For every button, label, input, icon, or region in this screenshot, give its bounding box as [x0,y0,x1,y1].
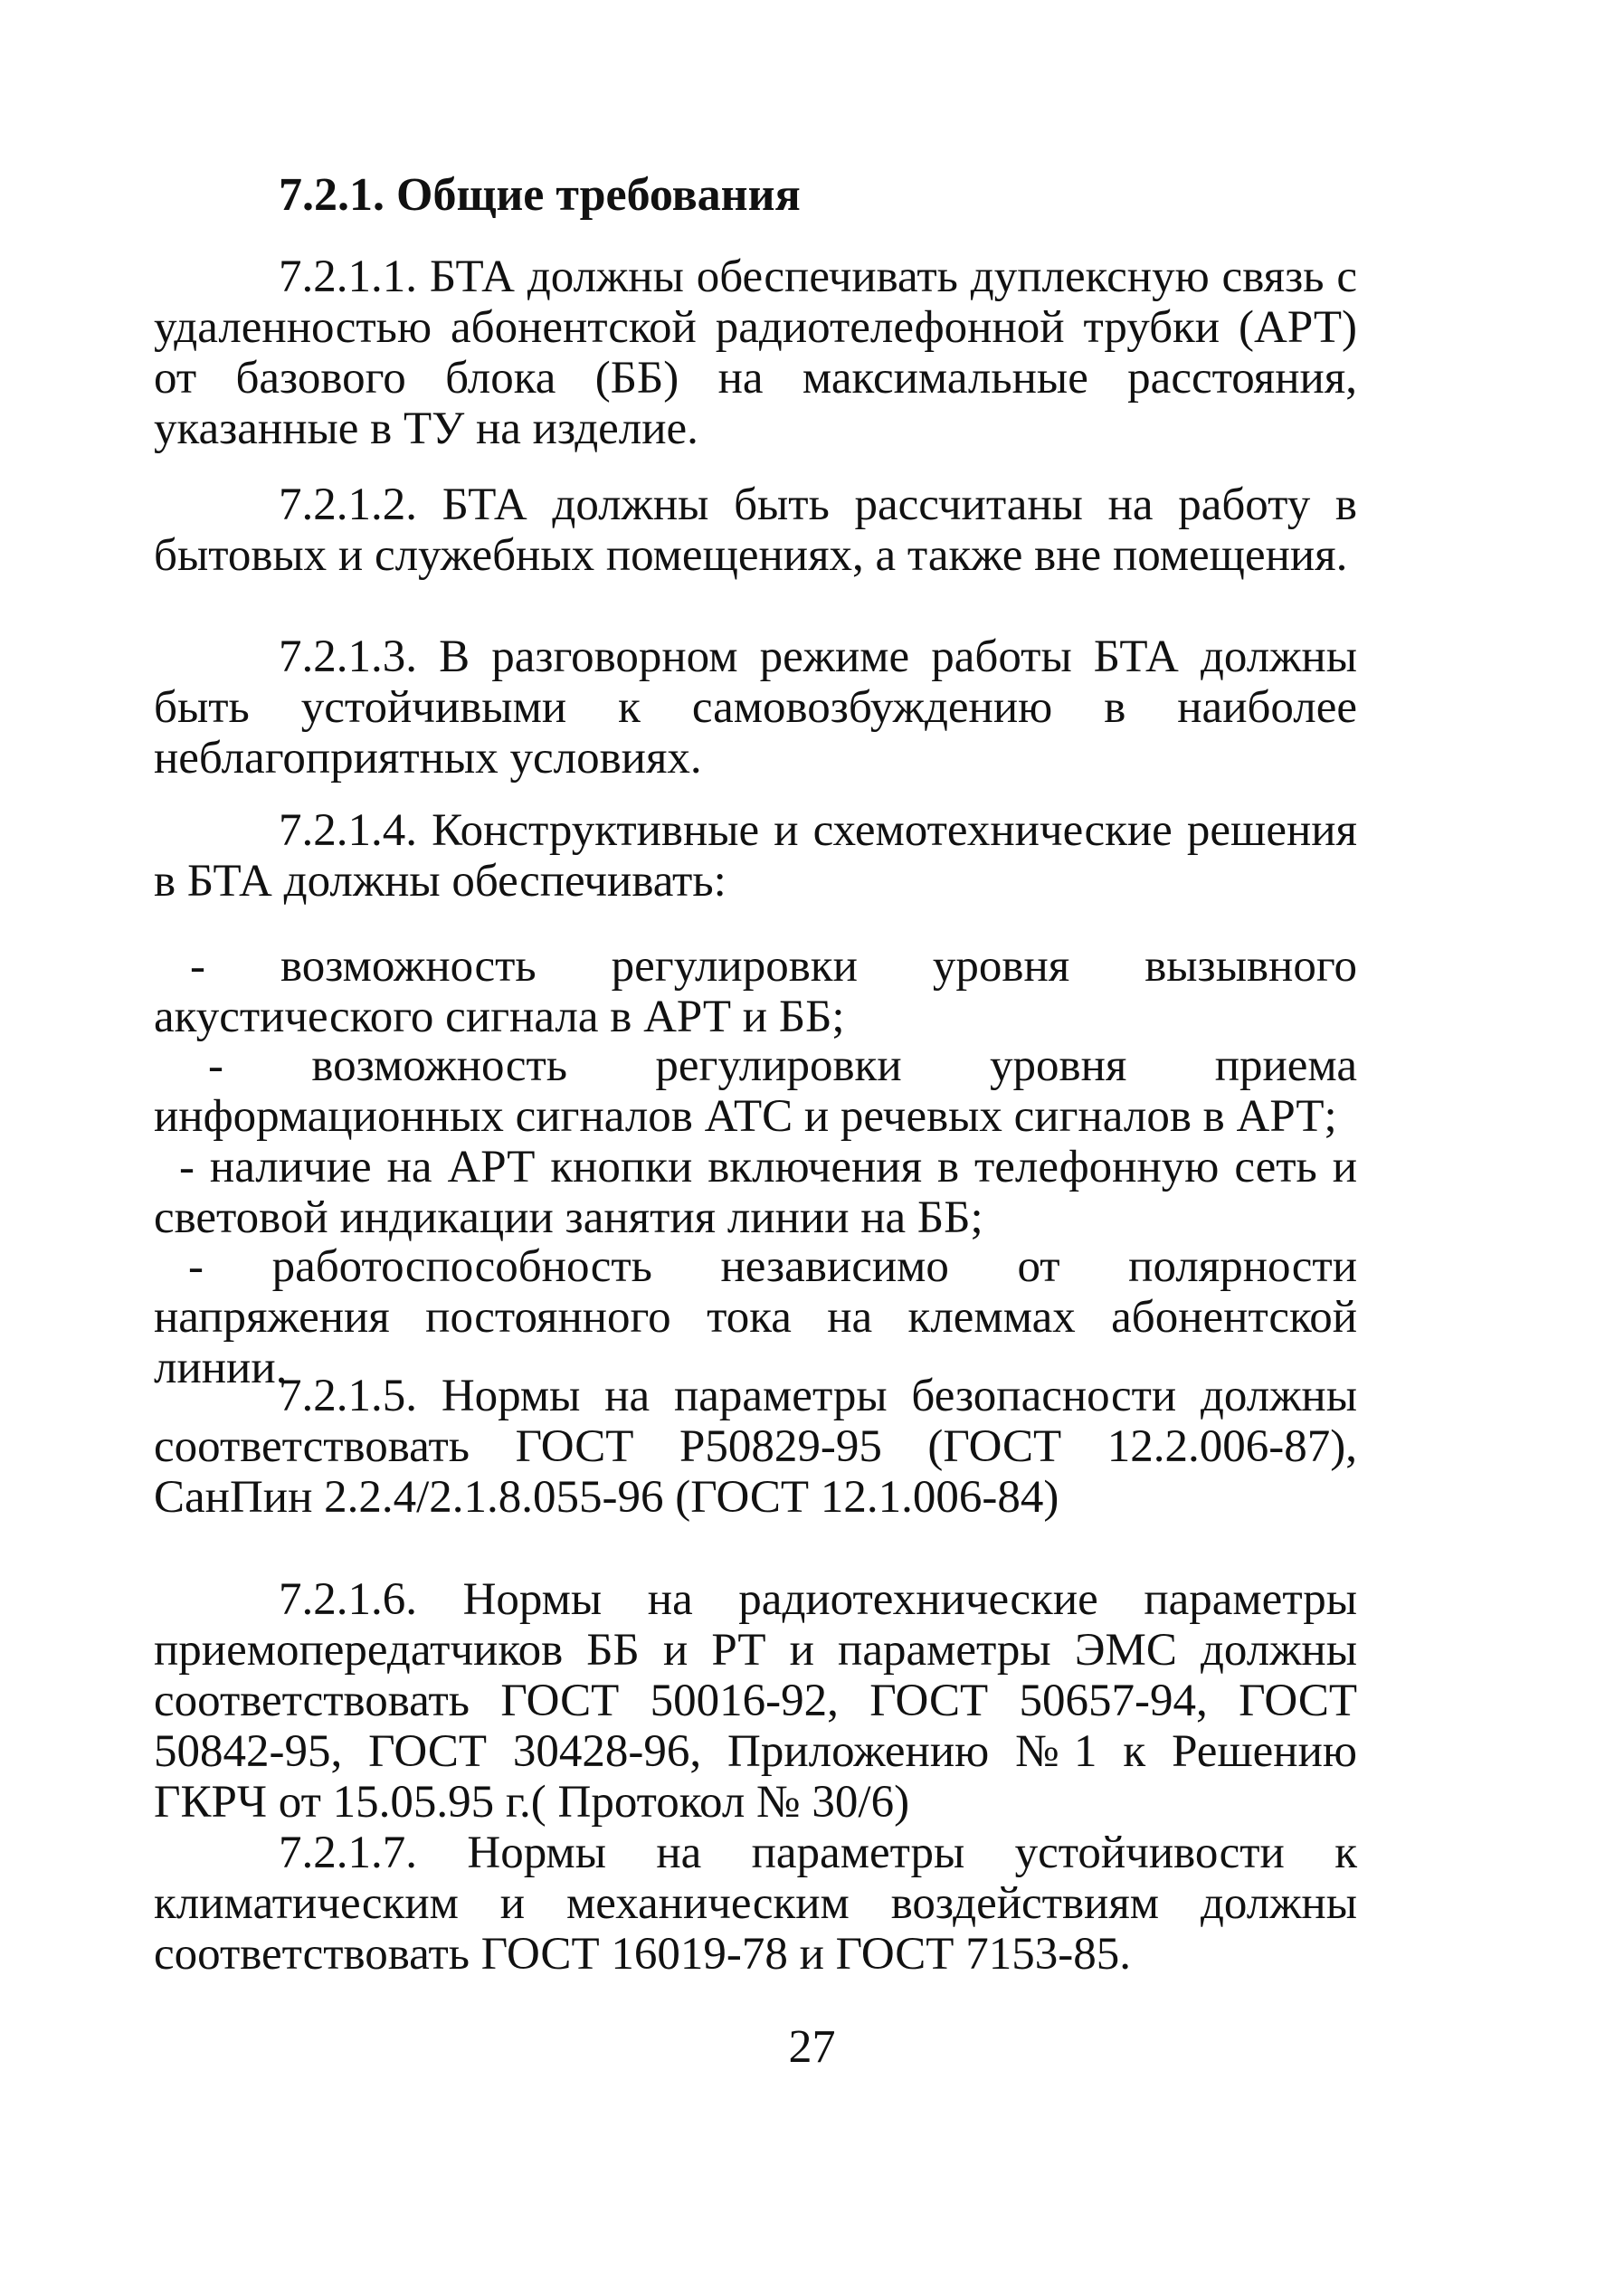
paragraph-7-2-1-3: 7.2.1.3. В разговорном режиме работы БТА должны быть устойчивыми к самовозбуждению в наиболее неблагоприятных условиях. [154,632,1357,784]
paragraph-7-2-1-1: 7.2.1.1. БТА должны обеспечивать дуплексную связь с удаленностью абонентской радиотелефонной трубки (АРТ) от базового блока (ББ) на максимальные расстояния, указанные в ТУ на изделие. [154,252,1357,454]
section-heading: 7.2.1. Общие требования [279,169,801,221]
list-item-call-volume: - возможность регулировки уровня вызывного акустического сигнала в АРТ и ББ; [154,941,1357,1042]
list-item-switch-button: - наличие на АРТ кнопки включения в телефонную сеть и световой индикации занятия линии на ББ; [154,1142,1357,1243]
paragraph-7-2-1-4: 7.2.1.4. Конструктивные и схемотехнические решения в БТА должны обеспечивать: [154,805,1357,907]
paragraph-7-2-1-6: 7.2.1.6. Нормы на радиотехнические параметры приемопередатчиков ББ и РТ и параметры ЭМС должны соответствовать ГОСТ 50016-92, ГОСТ 50657-94, ГОСТ 50842-95, ГОСТ 30428-96, Приложению №1 к Решению ГКРЧ от 15.05.95 г.( Протокол № 30/6) [154,1574,1357,1828]
list-item-polarity: - работоспособность независимо от полярности напряжения постоянного тока на клеммах абонентской линии. [154,1241,1357,1393]
list-item-receive-level: - возможность регулировки уровня приема информационных сигналов АТС и речевых сигналов в АРТ; [154,1040,1357,1142]
page-number: 27 [788,2021,836,2073]
paragraph-7-2-1-2: 7.2.1.2. БТА должны быть рассчитаны на работу в бытовых и служебных помещениях, а также вне помещения. [154,480,1357,581]
paragraph-7-2-1-5: 7.2.1.5. Нормы на параметры безопасности должны соответствовать ГОСТ Р50829-95 (ГОСТ 12.2.006-87), СанПин 2.2.4/2.1.8.055-96 (ГОСТ 12.1.006-84) [154,1371,1357,1523]
paragraph-7-2-1-7: 7.2.1.7. Нормы на параметры устойчивости к климатическим и механическим воздействиям должны соответствовать ГОСТ 16019-78 и ГОСТ 7153-85. [154,1828,1357,1980]
